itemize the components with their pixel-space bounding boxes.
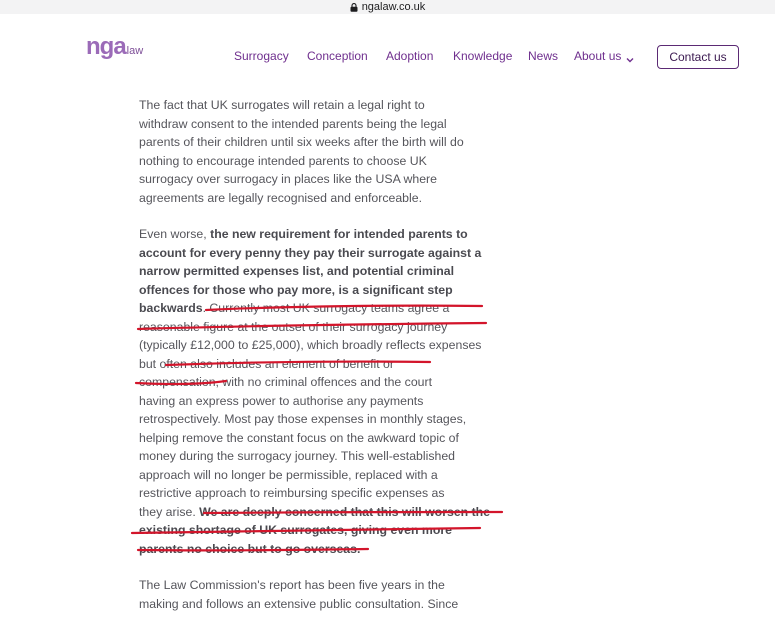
lock-icon xyxy=(350,3,358,12)
paragraph-2 xyxy=(139,225,499,558)
bold-text: account for every penny they pay their surrogate against a xyxy=(139,245,482,260)
text-line: making and follows an extensive public consultation. Since xyxy=(139,596,459,611)
nav-item-about-us-label: About us xyxy=(574,49,622,63)
nav-item-knowledge[interactable]: Knowledge xyxy=(453,49,513,63)
text-line: having an express power to authorise any payments xyxy=(139,393,424,408)
text-line: approach will no longer be permissible, replaced with a xyxy=(139,467,438,482)
browser-url-bar[interactable] xyxy=(0,0,775,14)
text-line: The fact that UK surrogates will retain a legal right to xyxy=(139,98,425,112)
chevron-down-icon xyxy=(626,53,634,61)
bold-text: We are deeply concerned that this will worsen the xyxy=(199,504,491,519)
text-line: retrospectively. Most pay those expenses in monthly stages, xyxy=(139,412,467,426)
text-line: The Law Commission's report has been five years in the xyxy=(139,578,445,592)
text-line: surrogacy over surrogacy in places like the USA where xyxy=(139,172,437,186)
site-header xyxy=(0,14,775,70)
contact-us-button[interactable]: Contact us xyxy=(657,45,739,69)
text-line: money during the surrogacy journey. This well-established xyxy=(139,449,456,463)
nav-item-adoption[interactable]: Adoption xyxy=(386,49,434,63)
article-body xyxy=(139,96,499,631)
bold-text: parents no choice but to go overseas. xyxy=(139,541,361,556)
text-line xyxy=(139,281,499,300)
paragraph-1 xyxy=(139,96,499,207)
text-line xyxy=(139,225,499,244)
text-line: restrictive approach to reimbursing specific expenses as xyxy=(139,486,445,500)
text-line xyxy=(139,540,499,559)
text-line xyxy=(139,262,499,281)
text-line: nothing to encourage intended parents to choose UK xyxy=(139,153,427,168)
text-line xyxy=(139,244,499,263)
text-line: agreements are legally recognised and enforceable. xyxy=(139,190,423,205)
bold-text: existing shortage of UK surrogates, giving even more xyxy=(139,523,452,537)
text-line xyxy=(139,521,499,540)
text-line xyxy=(139,503,499,522)
paragraph-3 xyxy=(139,576,499,613)
nav-item-surrogacy[interactable]: Surrogacy xyxy=(234,49,289,63)
logo-brand: nga xyxy=(86,33,126,60)
bold-text: backwards xyxy=(139,301,203,315)
text-line: but often also includes an element of benefit or xyxy=(139,356,394,371)
text-line: (typically £12,000 to £25,000), which broadly reflects expenses xyxy=(139,338,482,352)
text-line: compensation, with no criminal offences and the court xyxy=(139,375,433,389)
nav-item-conception[interactable]: Conception xyxy=(307,49,368,63)
bold-text: narrow permitted expenses list, and potential criminal xyxy=(139,264,455,278)
bold-text: offences for those who pay more, is a significant step xyxy=(139,282,453,297)
text-segment: Even worse, xyxy=(139,227,211,241)
text-segment: they arise. xyxy=(139,504,200,519)
text-line: withdraw consent to the intended parents being the legal xyxy=(139,116,447,131)
nav-item-news[interactable]: News xyxy=(528,49,559,63)
text-line: reasonable figure at the outset of their surrogacy journey xyxy=(139,319,448,334)
text-line xyxy=(139,299,499,318)
text-line: helping remove the constant focus on the awkward topic of xyxy=(139,430,459,445)
url-text: ngalaw.co.uk xyxy=(361,1,426,13)
logo-suffix: law xyxy=(126,45,144,57)
text-line: parents of their children until six weeks after the birth will do xyxy=(139,135,464,149)
text-segment: . Currently most UK surrogacy teams agree a xyxy=(202,301,450,315)
nav-item-about-us[interactable] xyxy=(574,49,634,63)
bold-text: the new requirement for intended parents to xyxy=(210,227,468,241)
